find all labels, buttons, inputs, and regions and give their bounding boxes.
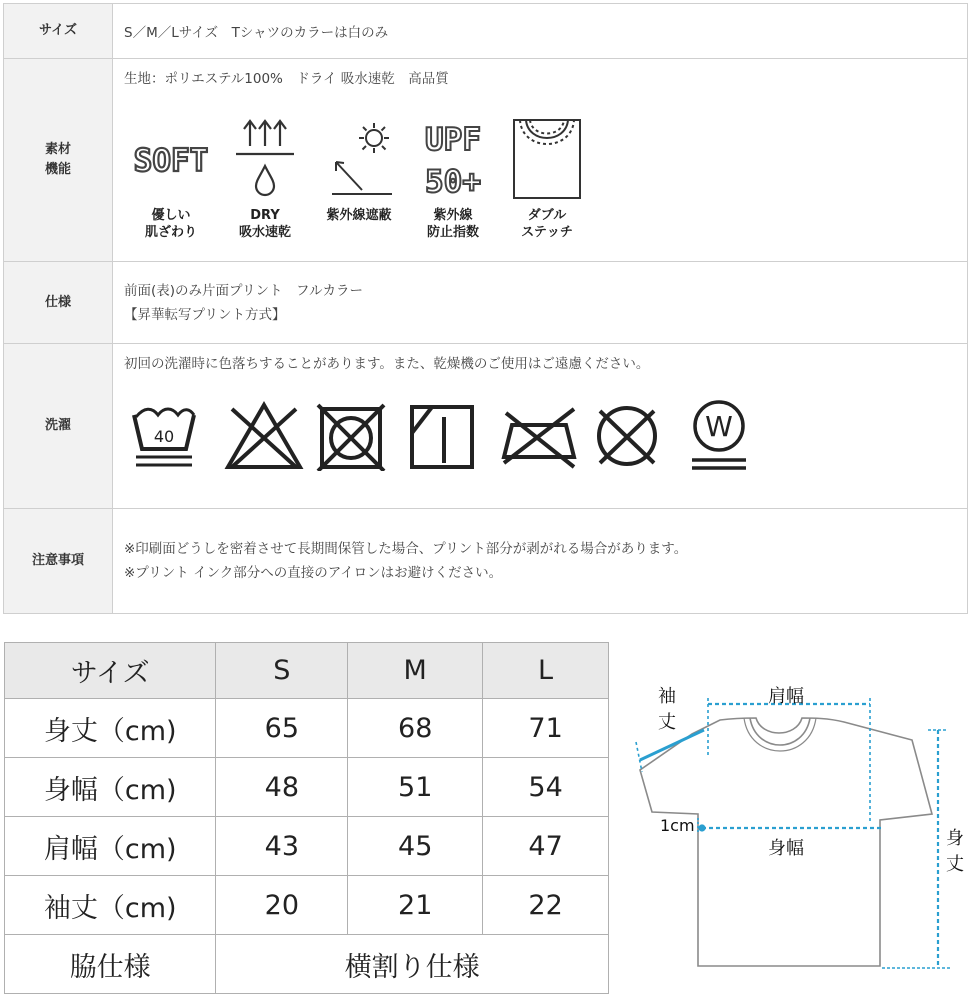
caution-value-cell <box>113 509 968 614</box>
no-dry-clean-icon <box>592 396 684 476</box>
feature-caption-line1: ダブル <box>527 208 567 223</box>
cell-m: 45 <box>348 817 483 876</box>
table-row <box>5 758 609 817</box>
size-value: S／M／Lサイズ Tシャツのカラーは白のみ <box>113 4 968 59</box>
size-table <box>4 642 609 994</box>
size-label: サイズ <box>4 4 113 59</box>
row-label: 身幅（cm) <box>5 758 216 817</box>
table-row <box>5 935 609 994</box>
row-label: 身丈（cm) <box>5 699 216 758</box>
material-label-line1: 素材 <box>44 142 71 157</box>
upf-icon-text-2: 50+ <box>425 164 481 200</box>
spec-line2: 【昇華転写プリント方式】 <box>124 306 286 323</box>
row-label: 袖丈（cm) <box>5 876 216 935</box>
iron-no-icon <box>500 396 592 476</box>
size-header: L <box>483 643 609 699</box>
feature-soft <box>124 111 218 241</box>
caution-line2: ※プリント インク部分への直接のアイロンはお避けください。 <box>124 565 503 581</box>
row-label: 肩幅（cm) <box>5 817 216 876</box>
material-label <box>4 59 113 262</box>
cell-l: 47 <box>483 817 609 876</box>
spec-row-wash <box>4 344 968 509</box>
material-value-cell <box>113 59 968 262</box>
cell-s: 48 <box>216 758 348 817</box>
wet-clean-icon <box>684 396 776 476</box>
cell-m: 68 <box>348 699 483 758</box>
soft-icon <box>128 111 214 207</box>
spec-table <box>3 3 968 614</box>
sleeve-label-bottom: 丈 <box>658 712 676 733</box>
shoulder-label: 肩幅 <box>768 686 804 707</box>
feature-caption-line2: 防止指数 <box>426 225 479 240</box>
no-bleach-icon <box>224 396 316 476</box>
material-value: 生地：ポリエステル100% ドライ 吸水速乾 高品質 <box>124 71 449 87</box>
feature-caption-line1: 紫外線遮蔽 <box>326 208 392 223</box>
tshirt-measurement-diagram <box>632 678 970 978</box>
row-label: 脇仕様 <box>5 935 216 994</box>
upf-icon-text-1: UPF <box>425 122 481 158</box>
wash-value-cell <box>113 344 968 509</box>
feature-uv-block <box>312 111 406 241</box>
cell-m: 21 <box>348 876 483 935</box>
soft-icon-text: SOFT <box>133 143 209 179</box>
cell-s: 65 <box>216 699 348 758</box>
table-row <box>5 817 609 876</box>
upf-icon <box>410 111 496 207</box>
side-seam-value: 横割り仕様 <box>216 935 609 994</box>
cell-l: 71 <box>483 699 609 758</box>
feature-icons <box>124 111 967 241</box>
feature-dry <box>218 111 312 241</box>
no-tumble-dry-icon <box>316 396 408 476</box>
spec-value-cell <box>113 262 968 344</box>
cell-s: 20 <box>216 876 348 935</box>
dry-icon <box>222 111 308 207</box>
feature-caption-line2: 肌ざわり <box>144 225 197 240</box>
wash-value: 初回の洗濯時に色落ちすることがあります。また、乾燥機のご使用はご遠慮ください。 <box>124 356 650 372</box>
size-table-header <box>5 643 609 699</box>
spec-row-spec <box>4 262 968 344</box>
material-label-line2: 機能 <box>44 162 71 177</box>
feature-upf <box>406 111 500 241</box>
cell-l: 54 <box>483 758 609 817</box>
spec-label: 仕様 <box>4 262 113 344</box>
wash-40-icon <box>132 396 224 476</box>
wash-temp-text: 40 <box>153 427 175 446</box>
drip-dry-shade-icon <box>408 396 500 476</box>
cell-l: 22 <box>483 876 609 935</box>
table-row <box>5 876 609 935</box>
wash-icons <box>132 396 967 476</box>
size-header: M <box>348 643 483 699</box>
feature-caption-line1: 紫外線 <box>433 208 473 223</box>
one-cm-label: 1cm <box>660 816 695 835</box>
cell-m: 51 <box>348 758 483 817</box>
wash-label: 洗濯 <box>4 344 113 509</box>
feature-caption-line2: ステッチ <box>521 225 573 240</box>
table-row <box>5 699 609 758</box>
spec-line1: 前面(表)のみ片面プリント フルカラー <box>124 282 363 299</box>
caution-label: 注意事項 <box>4 509 113 614</box>
feature-caption-line2: 吸水速乾 <box>238 225 291 240</box>
spec-row-size <box>4 4 968 59</box>
feature-caption-line1: DRY <box>250 208 280 223</box>
chest-label: 身幅 <box>768 838 804 859</box>
sleeve-label-top: 袖 <box>658 686 676 707</box>
uv-block-icon <box>316 111 402 207</box>
cell-s: 43 <box>216 817 348 876</box>
double-stitch-icon <box>504 111 590 207</box>
length-label-top: 身 <box>946 828 964 849</box>
feature-double-stitch <box>500 111 594 241</box>
wet-clean-letter: W <box>705 410 733 443</box>
spec-row-caution <box>4 509 968 614</box>
size-header: サイズ <box>5 643 216 699</box>
size-header: S <box>216 643 348 699</box>
length-label-bottom: 丈 <box>946 854 964 875</box>
spec-row-material <box>4 59 968 262</box>
caution-line1: ※印刷面どうしを密着させて長期間保管した場合、プリント部分が剥がれる場合があります。 <box>124 541 688 557</box>
feature-caption-line1: 優しい <box>151 208 191 223</box>
